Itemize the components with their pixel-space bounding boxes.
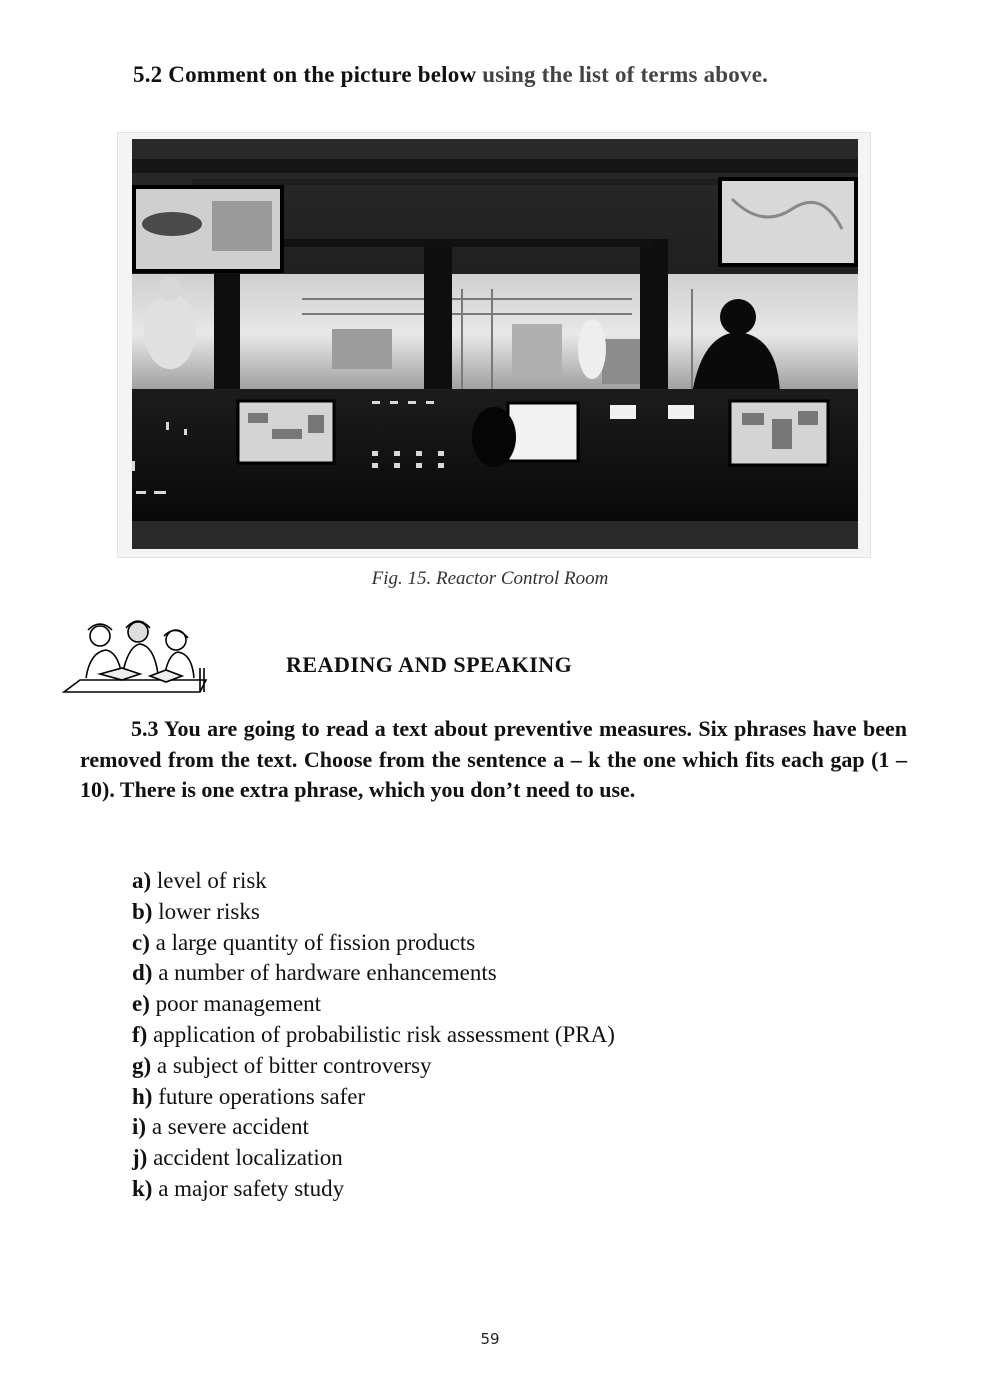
option-letter: c) xyxy=(132,929,150,955)
option-text: a large quantity of fission products xyxy=(155,929,476,955)
exercise-5-3-instructions: 5.3 You are going to read a text about preventive measures. Six phrases have been removed from the text. Choose from the sentence a – k the one which fits each gap (1 – 10). There is one extra phrase, which you don’t need to use. xyxy=(80,716,907,802)
option-text: a number of hardware enhancements xyxy=(158,960,497,986)
option-letter: e) xyxy=(132,991,150,1017)
photo-frame xyxy=(117,132,871,558)
exercise-5-2-title-dark: 5.2 Comment on the picture below xyxy=(133,62,477,87)
option-letter: b) xyxy=(132,898,153,924)
option-letter: a) xyxy=(132,868,152,893)
option-letter: h) xyxy=(132,1083,153,1109)
phrase-options-list xyxy=(132,866,615,1205)
option-text: a subject of bitter controversy xyxy=(156,1052,432,1078)
option-letter: j) xyxy=(132,1145,148,1171)
option-item xyxy=(132,1020,615,1051)
option-item xyxy=(132,1174,615,1205)
option-letter: g) xyxy=(132,1052,152,1078)
option-item xyxy=(132,1112,615,1143)
option-text: poor management xyxy=(155,991,322,1017)
option-item xyxy=(132,958,615,989)
exercise-5-2-title-light: using the list of terms above. xyxy=(482,62,769,87)
option-item xyxy=(132,1082,615,1113)
option-letter: i) xyxy=(132,1114,147,1140)
option-item xyxy=(132,1051,615,1082)
option-letter: d) xyxy=(132,960,153,986)
option-text: level of risk xyxy=(156,868,267,893)
option-text: accident localization xyxy=(153,1145,343,1171)
option-text: lower risks xyxy=(158,898,260,924)
option-text: a major safety study xyxy=(158,1175,345,1201)
option-text: a severe accident xyxy=(151,1114,309,1140)
option-item xyxy=(132,1143,615,1174)
reactor-control-room-photo xyxy=(132,139,858,549)
option-letter: k) xyxy=(132,1175,153,1201)
figure-caption: Fig. 15. Reactor Control Room xyxy=(371,568,609,589)
option-text: future operations safer xyxy=(158,1083,366,1109)
option-item xyxy=(132,928,615,959)
option-text: application of probabilistic risk assessment (PRA) xyxy=(153,1021,615,1047)
page-number: 59 xyxy=(480,1330,500,1348)
reading-people-icon xyxy=(60,618,210,698)
option-item xyxy=(132,897,615,928)
exercise-5-2-heading xyxy=(133,62,768,88)
option-item xyxy=(132,989,615,1020)
option-item xyxy=(132,866,615,897)
section-title: READING AND SPEAKING xyxy=(286,652,573,677)
option-letter: f) xyxy=(132,1021,148,1047)
